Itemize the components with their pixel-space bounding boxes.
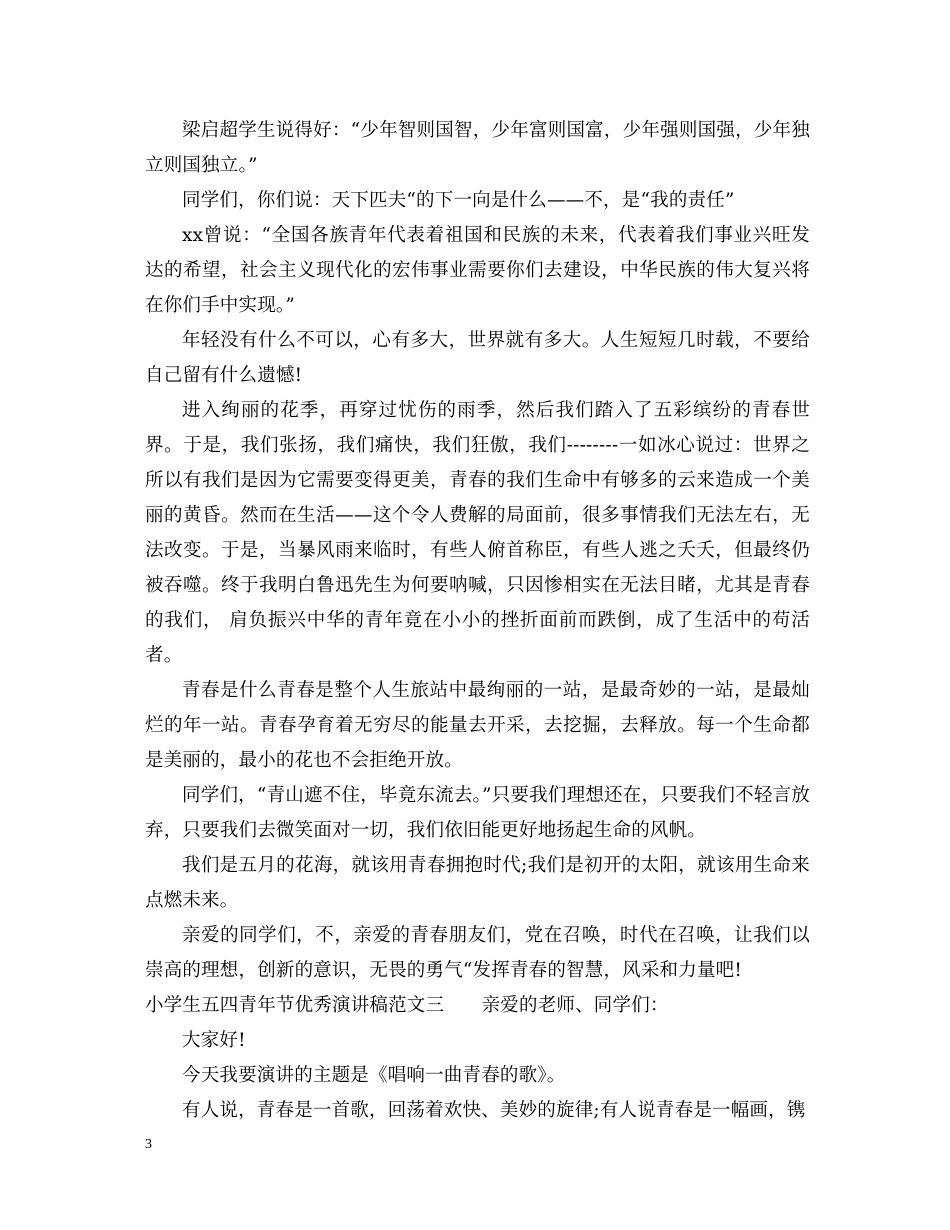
document-body [145,113,810,1128]
paragraph-7: 同学们，“青山遮不住，毕竟东流去。”只要我们理想还在，只要我们不轻言放弃，只要我们去微笑面对一切，我们依旧能更好地扬起生命的风帆。 [145,785,810,841]
section-heading-line: 小学生五四青年节优秀演讲稿范文三 亲爱的老师、同学们： [145,995,669,1016]
paragraph-topic: 今天我要演讲的主题是《唱响一曲青春的歌》。 [182,1065,566,1086]
paragraph-5: 进入绚丽的花季，再穿过忧伤的雨季，然后我们踏入了五彩缤纷的青春世界。于是，我们张扬，我们痛快，我们狂傲，我们--------一如冰心说过：世界之所以有我们是因为它需要变得更美，青春的我们生命中有够多的云来造成一个美丽的黄昏。然而在生活——这个令人费解的局面前，很多事情我们无法左右，无法改变。于是，当暴风雨来临时，有些人俯首称臣，有些人逃之夭夭，但最终仍被吞噬。终于我明白鲁迅先生为何要呐喊，只因惨相实在无法目睹，尤其是青春的我们， 肩负振兴中华的青年竟在小小的挫折面前而跌倒，成了生活中的苟活者。 [145,400,810,666]
paragraph-greeting: 大家好! [182,1030,246,1051]
paragraph-3: xx曾说：“全国各族青年代表着祖国和民族的未来，代表着我们事业兴旺发达的希望，社会主义现代化的宏伟事业需要你们去建设，中华民族的伟大复兴将在你们手中实现。” [145,225,810,316]
paragraph-last: 有人说，青春是一首歌，回荡着欢快、美妙的旋律;有人说青春是一幅画，镌 [182,1100,806,1121]
page-number: 3 [145,1137,152,1152]
paragraph-6: 青春是什么青春是整个人生旅站中最绚丽的一站，是最奇妙的一站，是最灿烂的年一站。青春孕育着无穷尽的能量去开采，去挖掘，去释放。每一个生命都是美丽的，最小的花也不会拒绝开放。 [145,680,810,771]
paragraph-9: 亲爱的同学们，不，亲爱的青春朋友们，党在召唤，时代在召唤，让我们以崇高的理想，创新的意识，无畏的勇气“发挥青春的智慧，风采和力量吧! [145,925,810,981]
paragraph-2: 同学们，你们说：天下匹夫“的下一向是什么——不，是“我的责任” [182,190,735,211]
paragraph-4: 年轻没有什么不可以，心有多大，世界就有多大。人生短短几时载，不要给自己留有什么遗憾! [145,330,810,386]
paragraph-1: 梁启超学生说得好：“少年智则国智，少年富则国富，少年强则国强，少年独立则国独立。” [145,120,810,176]
paragraph-8: 我们是五月的花海，就该用青春拥抱时代;我们是初开的太阳，就该用生命来点燃未来。 [145,855,810,911]
